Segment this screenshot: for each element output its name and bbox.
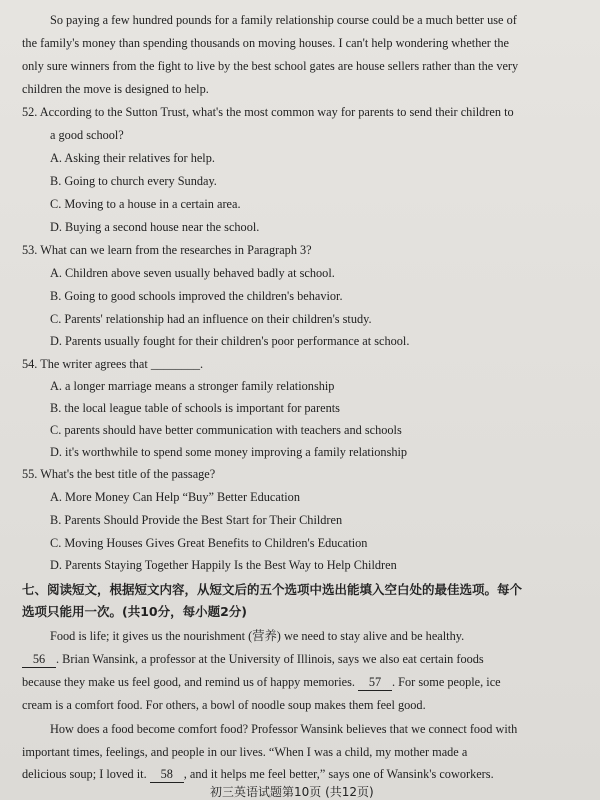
- question-52-stem-cont: a good school?: [50, 128, 124, 142]
- passage-line: So paying a few hundred pounds for a family relationship course could be a much better use of: [50, 13, 517, 27]
- cloze-text: because they make us feel good, and remind us of happy memories.: [22, 675, 355, 689]
- question-55-option-c: C. Moving Houses Gives Great Benefits to Children's Education: [50, 536, 368, 550]
- section-7-heading: 七、阅读短文，根据短文内容，从短文后的五个选项中选出能填入空白处的最佳选项。每个: [22, 582, 523, 597]
- question-52-option-c: C. Moving to a house in a certain area.: [50, 197, 241, 211]
- cloze-line: [22, 651, 484, 668]
- question-52-option-b: B. Going to church every Sunday.: [50, 174, 217, 188]
- question-52-option-a: A. Asking their relatives for help.: [50, 151, 215, 165]
- question-55-option-a: A. More Money Can Help “Buy” Better Education: [50, 490, 300, 504]
- blank-56: 56: [22, 651, 56, 668]
- cloze-text: . For some people, ice: [392, 675, 501, 689]
- question-54-stem-text: 54. The writer agrees that: [22, 357, 148, 371]
- cloze-line: How does a food become comfort food? Professor Wansink believes that we connect food with: [50, 722, 518, 736]
- passage-line: the family's money than spending thousands on moving houses. I can't help wondering whether the: [22, 36, 509, 50]
- question-53-option-b: B. Going to good schools improved the children's behavior.: [50, 289, 343, 303]
- cloze-text: . Brian Wansink, a professor at the University of Illinois, says we also eat certain foods: [56, 652, 484, 666]
- question-55-option-d: D. Parents Staying Together Happily Is the Best Way to Help Children: [50, 558, 397, 572]
- cloze-line: [22, 766, 494, 783]
- question-52-option-d: D. Buying a second house near the school.: [50, 220, 260, 234]
- cloze-line: Food is life; it gives us the nourishment (营养) we need to stay alive and be healthy.: [50, 629, 465, 643]
- question-54-stem: [22, 356, 203, 372]
- blank-57: 57: [358, 674, 392, 691]
- question-53-option-a: A. Children above seven usually behaved badly at school.: [50, 266, 335, 280]
- passage-line: only sure winners from the fight to live by the best school gates are house sellers rather than the very: [22, 59, 519, 73]
- cloze-text: delicious soup; I loved it.: [22, 767, 147, 781]
- question-52-stem: 52. According to the Sutton Trust, what's the most common way for parents to send their children to: [22, 105, 514, 119]
- question-55-option-b: B. Parents Should Provide the Best Start for Their Children: [50, 513, 343, 527]
- page-footer: 初三英语试题第10页 (共12页): [210, 785, 374, 799]
- question-54-option-c: C. parents should have better communication with teachers and schools: [50, 423, 402, 437]
- question-53-stem: 53. What can we learn from the researches in Paragraph 3?: [22, 243, 312, 257]
- question-54-option-b: B. the local league table of schools is important for parents: [50, 401, 340, 415]
- cloze-text: , and it helps me feel better,” says one of Wansink's coworkers.: [183, 767, 494, 781]
- blank-58: 58: [150, 766, 184, 783]
- question-53-option-c: C. Parents' relationship had an influence on their children's study.: [50, 312, 372, 326]
- section-7-heading-cont: 选项只能用一次。(共10分，每小题2分): [22, 604, 248, 619]
- passage-line: children the move is designed to help.: [22, 82, 209, 96]
- question-54-blank: ________: [150, 357, 201, 371]
- question-54-option-a: A. a longer marriage means a stronger family relationship: [50, 379, 335, 393]
- question-54-option-d: D. it's worthwhile to spend some money improving a family relationship: [50, 445, 408, 459]
- question-53-option-d: D. Parents usually fought for their children's poor performance at school.: [50, 334, 410, 348]
- question-55-stem: 55. What's the best title of the passage?: [22, 467, 216, 481]
- question-54-stem-end: .: [200, 357, 204, 371]
- cloze-line: important times, feelings, and people in our lives. “When I was a child, my mother made a: [22, 745, 468, 759]
- cloze-line: cream is a comfort food. For others, a bowl of noodle soup makes them feel good.: [22, 698, 426, 712]
- cloze-line: [22, 674, 501, 691]
